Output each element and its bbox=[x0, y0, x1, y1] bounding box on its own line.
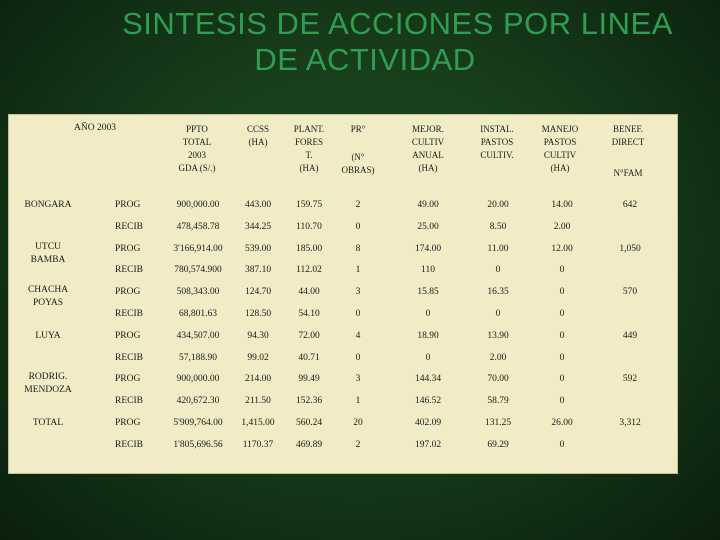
instal-cell: 11.00 bbox=[487, 243, 509, 254]
instal-cell: 0 bbox=[495, 265, 501, 276]
ppto-cell: 434,507.00 bbox=[176, 330, 220, 341]
ppto-cell: 1'805,696.56 bbox=[173, 439, 223, 450]
ccss-cell: 344.25 bbox=[244, 221, 272, 232]
plant-cell: 112.02 bbox=[296, 265, 322, 276]
pr-cell: 3 bbox=[355, 287, 361, 298]
benef-cell: 3,312 bbox=[619, 418, 641, 428]
ccss-cell: 128.50 bbox=[244, 309, 272, 319]
region-name: POYAS bbox=[32, 298, 64, 309]
ccss-cell: 539.00 bbox=[244, 243, 272, 254]
slide-title bbox=[0, 6, 720, 78]
instal-cell: 2.00 bbox=[489, 352, 507, 363]
manejo-cell: 0 bbox=[559, 374, 565, 385]
ccss-cell: 99.02 bbox=[247, 352, 269, 363]
ccss-cell: 1170.37 bbox=[242, 439, 274, 450]
ppto-cell: 68,801.63 bbox=[179, 309, 217, 319]
region-name: LUYA bbox=[35, 330, 61, 341]
plant-cell: 72.00 bbox=[298, 330, 320, 341]
manejo-header-line: MANEJO bbox=[541, 124, 579, 134]
plant-cell: 54.10 bbox=[298, 309, 320, 319]
pr-cell: 1 bbox=[355, 265, 361, 276]
mejor-cell: 110 bbox=[421, 265, 435, 276]
manejo-cell: 26.00 bbox=[551, 418, 573, 428]
ppto-header-line: GDA (S/.) bbox=[178, 163, 216, 173]
row-type: PROG bbox=[115, 200, 141, 210]
ppto-cell: 508,343.00 bbox=[176, 287, 220, 298]
mejor-cell: 174.00 bbox=[414, 243, 442, 254]
plant-cell: 469.89 bbox=[295, 439, 323, 450]
manejo-cell: 0 bbox=[559, 330, 565, 341]
pr-cell: 0 bbox=[355, 309, 361, 319]
row-type: PROG bbox=[115, 418, 141, 428]
ppto-cell: 57,188.90 bbox=[179, 352, 217, 363]
region-name: BAMBA bbox=[30, 254, 66, 265]
manejo-cell: 0 bbox=[559, 287, 565, 298]
instal-header-line: INSTAL. bbox=[480, 124, 514, 134]
instal-cell: 20.00 bbox=[487, 200, 509, 210]
manejo-cell: 14.00 bbox=[551, 200, 573, 210]
row-type: PROG bbox=[115, 287, 141, 298]
mejor-cell: 18.90 bbox=[417, 330, 439, 341]
ppto-cell: 5'909,764.00 bbox=[173, 418, 223, 428]
benef-cell: 570 bbox=[622, 287, 638, 298]
plant-cell: 99.49 bbox=[298, 374, 320, 385]
ccss-cell: 124.70 bbox=[244, 287, 272, 298]
ccss-cell: 387.10 bbox=[244, 265, 272, 276]
ppto-header-line: PPTO bbox=[186, 124, 208, 134]
instal-cell: 16.35 bbox=[487, 287, 509, 298]
plant-cell: 110.70 bbox=[296, 221, 322, 232]
row-type: PROG bbox=[115, 330, 141, 341]
manejo-cell: 0 bbox=[559, 309, 565, 319]
ppto-cell: 3'166,914.00 bbox=[173, 243, 223, 254]
benef-header-line: BENEF. bbox=[612, 124, 644, 134]
mejor-header-line: MEJOR. bbox=[412, 124, 444, 134]
mejor-cell: 144.34 bbox=[414, 374, 442, 385]
benef-cell: 592 bbox=[622, 374, 638, 385]
ccss-header-line: (HA) bbox=[248, 137, 268, 147]
pr-header: PR° bbox=[350, 124, 366, 134]
pr-header-sub-line: (N° bbox=[351, 152, 365, 162]
pr-cell: 4 bbox=[355, 330, 361, 341]
row-type: PROG bbox=[115, 374, 141, 385]
region-name: TOTAL bbox=[32, 418, 64, 428]
instal-cell: 13.90 bbox=[487, 330, 509, 341]
year-header: AÑO 2003 bbox=[74, 123, 116, 133]
ccss-cell: 443.00 bbox=[244, 200, 272, 210]
instal-cell: 8.50 bbox=[489, 221, 507, 232]
manejo-header-line: PASTOS bbox=[543, 137, 577, 147]
row-type: RECIB bbox=[115, 265, 143, 276]
pr-cell: 3 bbox=[355, 374, 361, 385]
row-type: RECIB bbox=[115, 309, 143, 319]
row-type: RECIB bbox=[115, 439, 143, 450]
ppto-header-line: 2003 bbox=[188, 150, 206, 160]
region-name: CHACHA bbox=[27, 285, 69, 296]
row-type: RECIB bbox=[115, 396, 143, 407]
pr-cell: 20 bbox=[353, 418, 363, 428]
manejo-cell: 0 bbox=[559, 352, 565, 363]
instal-header-line: PASTOS bbox=[480, 137, 514, 147]
pr-header-sub-line: OBRAS) bbox=[341, 165, 375, 175]
benef-cell: 449 bbox=[622, 330, 638, 341]
ccss-cell: 1,415.00 bbox=[241, 418, 275, 428]
ppto-cell: 420,672.30 bbox=[176, 396, 220, 407]
region-name: BONGARA bbox=[24, 200, 72, 210]
manejo-cell: 0 bbox=[559, 396, 565, 407]
benef-fam-header: N°FAM bbox=[613, 168, 643, 178]
instal-cell: 0 bbox=[495, 309, 501, 319]
ccss-cell: 211.50 bbox=[245, 396, 271, 407]
mejor-header-line: (HA) bbox=[418, 163, 438, 173]
manejo-header-line: (HA) bbox=[550, 163, 570, 173]
row-type: PROG bbox=[115, 243, 141, 254]
mejor-cell: 25.00 bbox=[417, 221, 439, 232]
title-line-1: SINTESIS DE ACCIONES POR LINEA bbox=[122, 6, 673, 41]
benef-header-line: DIRECT bbox=[611, 137, 645, 147]
mejor-header-line: ANUAL bbox=[412, 150, 444, 160]
pr-cell: 2 bbox=[355, 200, 361, 210]
region-name: MENDOZA bbox=[24, 385, 72, 396]
mejor-header-line: CULTIV bbox=[411, 137, 445, 147]
mejor-cell: 15.85 bbox=[417, 287, 439, 298]
mejor-cell: 402.09 bbox=[414, 418, 442, 428]
ppto-header-line: TOTAL bbox=[182, 137, 212, 147]
instal-cell: 58.79 bbox=[487, 396, 509, 407]
plant-header-line: (HA) bbox=[299, 163, 319, 173]
ccss-cell: 214.00 bbox=[244, 374, 272, 385]
title-line-2: DE ACTIVIDAD bbox=[254, 42, 476, 77]
row-type: RECIB bbox=[115, 352, 143, 363]
manejo-cell: 0 bbox=[559, 265, 565, 276]
plant-header-line: T. bbox=[305, 150, 313, 160]
manejo-cell: 12.00 bbox=[551, 243, 573, 254]
plant-header-line: FORES bbox=[294, 137, 323, 147]
ppto-cell: 900,000.00 bbox=[176, 200, 220, 210]
plant-cell: 44.00 bbox=[298, 287, 320, 298]
ppto-cell: 780,574.900 bbox=[174, 265, 222, 276]
mejor-cell: 0 bbox=[425, 309, 431, 319]
benef-cell: 642 bbox=[622, 200, 638, 210]
mejor-cell: 197.02 bbox=[414, 439, 442, 450]
instal-header-line: CULTIV. bbox=[480, 150, 514, 160]
region-name: RODRIG. bbox=[28, 372, 68, 383]
benef-cell: 1,050 bbox=[619, 243, 641, 254]
ppto-cell: 900,000.00 bbox=[176, 374, 220, 385]
manejo-cell: 0 bbox=[559, 439, 565, 450]
mejor-cell: 0 bbox=[425, 352, 431, 363]
region-name: UTCU bbox=[35, 241, 61, 252]
plant-cell: 40.71 bbox=[298, 352, 320, 363]
instal-cell: 70.00 bbox=[487, 374, 509, 385]
plant-cell: 159.75 bbox=[295, 200, 323, 210]
ppto-cell: 478,458.78 bbox=[176, 221, 220, 232]
pr-cell: 2 bbox=[355, 439, 361, 450]
manejo-cell: 2.00 bbox=[553, 221, 571, 232]
pr-cell: 0 bbox=[355, 221, 361, 232]
row-type: RECIB bbox=[115, 221, 143, 232]
plant-cell: 560.24 bbox=[295, 418, 323, 428]
pr-cell: 1 bbox=[355, 396, 361, 407]
instal-cell: 69.29 bbox=[487, 439, 509, 450]
ccss-cell: 94.30 bbox=[247, 330, 269, 341]
plant-cell: 185.00 bbox=[295, 243, 323, 254]
plant-cell: 152.36 bbox=[295, 396, 323, 407]
instal-cell: 131.25 bbox=[484, 418, 512, 428]
ccss-header-line: CCSS bbox=[246, 124, 270, 134]
mejor-cell: 146.52 bbox=[414, 396, 442, 407]
pr-cell: 0 bbox=[355, 352, 361, 363]
pr-cell: 8 bbox=[355, 243, 361, 254]
plant-header-line: PLANT. bbox=[293, 124, 325, 134]
summary-table bbox=[8, 114, 708, 534]
mejor-cell: 49.00 bbox=[417, 200, 439, 210]
manejo-header-line: CULTIV bbox=[543, 150, 577, 160]
